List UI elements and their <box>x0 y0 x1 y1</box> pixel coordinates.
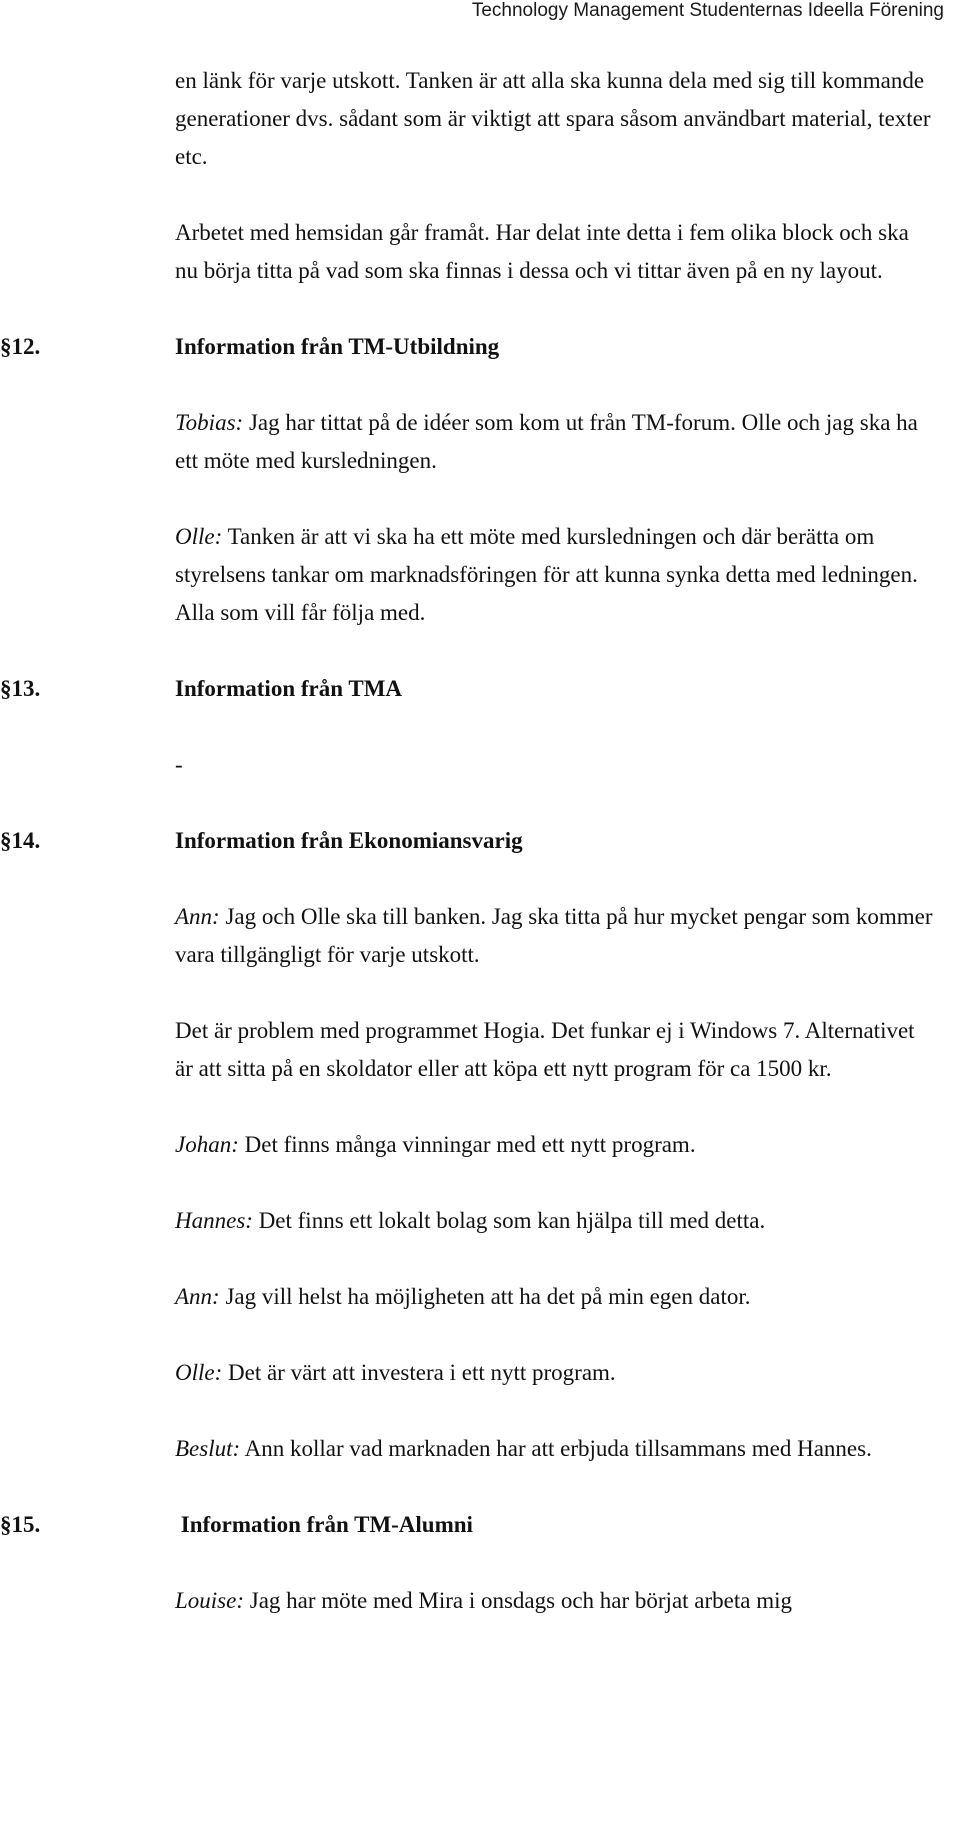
minutes-entry <box>175 1012 935 1088</box>
entry-text: Tanken är att vi ska ha ett möte med kursledningen och där berätta om styrelsens tankar om marknadsföringen för att kunna synka detta med ledningen. Alla som vill får följa med. <box>175 524 918 625</box>
minutes-entry <box>175 1354 935 1392</box>
empty-dash: - <box>175 752 183 777</box>
speaker-name: Olle: <box>175 524 223 549</box>
speaker-name: Ann: <box>175 1284 220 1309</box>
speaker-name: Tobias: <box>175 410 244 435</box>
entry-text: Jag har tittat på de idéer som kom ut från TM-forum. Olle och jag ska ha ett möte med kursledningen. <box>175 410 918 473</box>
entry-text: Jag vill helst ha möjligheten att ha det på min egen dator. <box>219 1284 751 1309</box>
entry-text: Det finns många vinningar med ett nytt program. <box>238 1132 696 1157</box>
minutes-entry <box>175 898 935 974</box>
speaker-name: Hannes: <box>175 1208 253 1233</box>
minutes-entry <box>175 1582 935 1620</box>
section-heading: §12. Information från TM-Utbildning <box>0 334 500 359</box>
section-heading: §14. Information från Ekonomiansvarig <box>0 828 523 853</box>
speaker-name: Louise: <box>175 1588 244 1613</box>
entry-text: Det är problem med programmet Hogia. Det funkar ej i Windows 7. Alternativet är att sitta på en skoldator eller att köpa ett nytt program för ca 1500 kr. <box>175 1018 915 1081</box>
speaker-name: Beslut: <box>175 1436 241 1461</box>
section-heading: §15. Information från TM-Alumni <box>0 1512 473 1537</box>
entry-text: Det finns ett lokalt bolag som kan hjälpa till med detta. <box>252 1208 766 1233</box>
entry-text: Det är värt att investera i ett nytt program. <box>222 1360 616 1385</box>
section-title: Information från TM-Alumni <box>175 1512 473 1537</box>
minutes-entry <box>175 1126 935 1164</box>
entry-text: Jag och Olle ska till banken. Jag ska titta på hur mycket pengar som kommer vara tillgängligt för varje utskott. <box>175 904 933 967</box>
document-body <box>0 62 935 1620</box>
minutes-entry <box>175 1278 935 1316</box>
entry-text: Jag har möte med Mira i onsdags och har börjat arbeta mig <box>244 1588 793 1613</box>
speaker-name: Ann: <box>175 904 220 929</box>
section-title: Information från Ekonomiansvarig <box>175 828 523 853</box>
paragraph: Arbetet med hemsidan går framåt. Har delat inte detta i fem olika block och ska nu börja titta på vad som ska finnas i dessa och vi tittar även på en ny layout. <box>175 220 909 283</box>
section-title: Information från TM-Utbildning <box>175 334 500 359</box>
minutes-entry <box>175 518 935 632</box>
decision-entry <box>175 1430 935 1468</box>
section-title: Information från TMA <box>175 676 403 701</box>
paragraph: en länk för varje utskott. Tanken är att alla ska kunna dela med sig till kommande generationer dvs. sådant som är viktigt att spara såsom användbart material, texter etc. <box>175 68 931 169</box>
speaker-name: Johan: <box>175 1132 239 1157</box>
minutes-entry <box>175 1202 935 1240</box>
running-header: Technology Management Studenternas Ideella Förening <box>471 0 944 21</box>
minutes-entry <box>175 404 935 480</box>
entry-text: Ann kollar vad marknaden har att erbjuda tillsammans med Hannes. <box>240 1436 872 1461</box>
speaker-name: Olle: <box>175 1360 223 1385</box>
section-heading: §13. Information från TMA <box>0 676 403 701</box>
